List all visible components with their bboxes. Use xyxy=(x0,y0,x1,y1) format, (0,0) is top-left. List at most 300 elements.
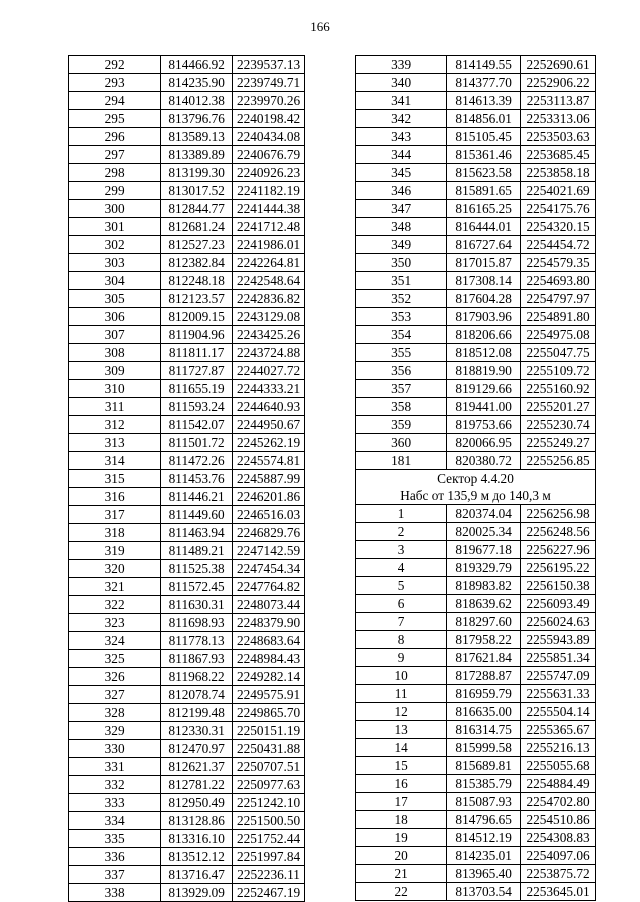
table-row xyxy=(69,56,305,74)
point-number: 297 xyxy=(69,146,161,164)
table-row xyxy=(69,110,305,128)
y-coordinate: 2246201.86 xyxy=(233,488,305,506)
point-number: 336 xyxy=(69,848,161,866)
x-coordinate: 816635.00 xyxy=(447,703,521,721)
table-row xyxy=(356,847,596,865)
y-coordinate: 2247454.34 xyxy=(233,560,305,578)
x-coordinate: 819677.18 xyxy=(447,541,521,559)
table-row xyxy=(69,146,305,164)
x-coordinate: 813965.40 xyxy=(447,865,521,883)
point-number: 320 xyxy=(69,560,161,578)
x-coordinate: 817308.14 xyxy=(447,272,521,290)
x-coordinate: 811630.31 xyxy=(161,596,233,614)
table-row xyxy=(356,200,596,218)
table-row xyxy=(69,254,305,272)
table-row xyxy=(356,811,596,829)
x-coordinate: 817621.84 xyxy=(447,649,521,667)
y-coordinate: 2243724.88 xyxy=(233,344,305,362)
table-row xyxy=(356,434,596,452)
x-coordinate: 815891.65 xyxy=(447,182,521,200)
table-row xyxy=(356,110,596,128)
x-coordinate: 811867.93 xyxy=(161,650,233,668)
point-number: 349 xyxy=(356,236,447,254)
table-row xyxy=(356,218,596,236)
x-coordinate: 815385.79 xyxy=(447,775,521,793)
y-coordinate: 2254021.69 xyxy=(521,182,596,200)
table-row xyxy=(356,757,596,775)
point-number: 6 xyxy=(356,595,447,613)
table-row xyxy=(69,668,305,686)
table-row xyxy=(356,164,596,182)
x-coordinate: 812078.74 xyxy=(161,686,233,704)
x-coordinate: 814235.90 xyxy=(161,74,233,92)
y-coordinate: 2241986.01 xyxy=(233,236,305,254)
point-number: 357 xyxy=(356,380,447,398)
point-number: 1 xyxy=(356,505,447,523)
point-number: 353 xyxy=(356,308,447,326)
table-row xyxy=(69,686,305,704)
y-coordinate: 2245574.81 xyxy=(233,452,305,470)
point-number: 344 xyxy=(356,146,447,164)
sector-title: Сектор 4.4.20 xyxy=(356,470,596,488)
point-number: 321 xyxy=(69,578,161,596)
x-coordinate: 818206.66 xyxy=(447,326,521,344)
point-number: 356 xyxy=(356,362,447,380)
x-coordinate: 813128.86 xyxy=(161,812,233,830)
y-coordinate: 2241182.19 xyxy=(233,182,305,200)
point-number: 326 xyxy=(69,668,161,686)
x-coordinate: 817604.28 xyxy=(447,290,521,308)
table-row xyxy=(356,362,596,380)
point-number: 342 xyxy=(356,110,447,128)
table-row xyxy=(69,470,305,488)
y-coordinate: 2249575.91 xyxy=(233,686,305,704)
table-row xyxy=(356,703,596,721)
table-row xyxy=(356,146,596,164)
x-coordinate: 816314.75 xyxy=(447,721,521,739)
point-number: 19 xyxy=(356,829,447,847)
table-row xyxy=(69,362,305,380)
y-coordinate: 2256256.98 xyxy=(521,505,596,523)
point-number: 20 xyxy=(356,847,447,865)
y-coordinate: 2246516.03 xyxy=(233,506,305,524)
table-row xyxy=(356,254,596,272)
y-coordinate: 2248683.64 xyxy=(233,632,305,650)
point-number: 317 xyxy=(69,506,161,524)
y-coordinate: 2254702.80 xyxy=(521,793,596,811)
y-coordinate: 2255747.09 xyxy=(521,667,596,685)
point-number: 350 xyxy=(356,254,447,272)
table-row xyxy=(69,524,305,542)
x-coordinate: 818983.82 xyxy=(447,577,521,595)
x-coordinate: 818512.08 xyxy=(447,344,521,362)
point-number: 294 xyxy=(69,92,161,110)
point-number: 304 xyxy=(69,272,161,290)
x-coordinate: 814149.55 xyxy=(447,56,521,74)
point-number: 354 xyxy=(356,326,447,344)
y-coordinate: 2256093.49 xyxy=(521,595,596,613)
y-coordinate: 2239970.26 xyxy=(233,92,305,110)
x-coordinate: 813589.13 xyxy=(161,128,233,146)
x-coordinate: 811904.96 xyxy=(161,326,233,344)
point-number: 12 xyxy=(356,703,447,721)
y-coordinate: 2244950.67 xyxy=(233,416,305,434)
x-coordinate: 813199.30 xyxy=(161,164,233,182)
x-coordinate: 818639.62 xyxy=(447,595,521,613)
y-coordinate: 2255504.14 xyxy=(521,703,596,721)
y-coordinate: 2255160.92 xyxy=(521,380,596,398)
table-row xyxy=(356,505,596,523)
x-coordinate: 813716.47 xyxy=(161,866,233,884)
x-coordinate: 819329.79 xyxy=(447,559,521,577)
table-row xyxy=(356,667,596,685)
y-coordinate: 2245262.19 xyxy=(233,434,305,452)
y-coordinate: 2254510.86 xyxy=(521,811,596,829)
y-coordinate: 2255230.74 xyxy=(521,416,596,434)
y-coordinate: 2255109.72 xyxy=(521,362,596,380)
point-number: 309 xyxy=(69,362,161,380)
x-coordinate: 813929.09 xyxy=(161,884,233,902)
table-row xyxy=(69,560,305,578)
table-row xyxy=(69,506,305,524)
point-number: 10 xyxy=(356,667,447,685)
coordinates-table-right xyxy=(355,55,596,901)
table-row xyxy=(69,542,305,560)
y-coordinate: 2255365.67 xyxy=(521,721,596,739)
y-coordinate: 2250707.51 xyxy=(233,758,305,776)
y-coordinate: 2253875.72 xyxy=(521,865,596,883)
point-number: 322 xyxy=(69,596,161,614)
table-row xyxy=(356,649,596,667)
table-row xyxy=(356,829,596,847)
point-number: 305 xyxy=(69,290,161,308)
table-row xyxy=(356,883,596,901)
table-row xyxy=(69,794,305,812)
x-coordinate: 815361.46 xyxy=(447,146,521,164)
page-number: 166 xyxy=(310,19,330,34)
y-coordinate: 2256024.63 xyxy=(521,613,596,631)
x-coordinate: 817288.87 xyxy=(447,667,521,685)
table-row xyxy=(356,398,596,416)
y-coordinate: 2255256.85 xyxy=(521,452,596,470)
y-coordinate: 2240676.79 xyxy=(233,146,305,164)
y-coordinate: 2247142.59 xyxy=(233,542,305,560)
y-coordinate: 2255047.75 xyxy=(521,344,596,362)
table-row xyxy=(69,632,305,650)
y-coordinate: 2248073.44 xyxy=(233,596,305,614)
x-coordinate: 811542.07 xyxy=(161,416,233,434)
table-row xyxy=(69,326,305,344)
point-number: 303 xyxy=(69,254,161,272)
y-coordinate: 2254884.49 xyxy=(521,775,596,793)
table-row xyxy=(356,92,596,110)
table-row xyxy=(69,236,305,254)
table-row xyxy=(69,416,305,434)
table-row xyxy=(356,541,596,559)
point-number: 181 xyxy=(356,452,447,470)
point-number: 301 xyxy=(69,218,161,236)
table-row xyxy=(356,326,596,344)
x-coordinate: 811449.60 xyxy=(161,506,233,524)
point-number: 13 xyxy=(356,721,447,739)
y-coordinate: 2253645.01 xyxy=(521,883,596,901)
point-number: 339 xyxy=(356,56,447,74)
y-coordinate: 2252236.11 xyxy=(233,866,305,884)
table-row xyxy=(69,182,305,200)
table-row xyxy=(69,848,305,866)
point-number: 345 xyxy=(356,164,447,182)
y-coordinate: 2253503.63 xyxy=(521,128,596,146)
x-coordinate: 815689.81 xyxy=(447,757,521,775)
point-number: 306 xyxy=(69,308,161,326)
x-coordinate: 812681.24 xyxy=(161,218,233,236)
y-coordinate: 2254797.97 xyxy=(521,290,596,308)
table-row xyxy=(356,721,596,739)
table-row xyxy=(69,704,305,722)
x-coordinate: 811501.72 xyxy=(161,434,233,452)
table-row xyxy=(356,344,596,362)
x-coordinate: 812950.49 xyxy=(161,794,233,812)
x-coordinate: 820380.72 xyxy=(447,452,521,470)
y-coordinate: 2243129.08 xyxy=(233,308,305,326)
y-coordinate: 2244333.21 xyxy=(233,380,305,398)
table-row xyxy=(69,578,305,596)
point-number: 21 xyxy=(356,865,447,883)
point-number: 302 xyxy=(69,236,161,254)
table-row xyxy=(69,344,305,362)
x-coordinate: 813389.89 xyxy=(161,146,233,164)
x-coordinate: 815105.45 xyxy=(447,128,521,146)
y-coordinate: 2244027.72 xyxy=(233,362,305,380)
point-number: 310 xyxy=(69,380,161,398)
x-coordinate: 812009.15 xyxy=(161,308,233,326)
table-row xyxy=(356,74,596,92)
table-row xyxy=(356,128,596,146)
point-number: 11 xyxy=(356,685,447,703)
x-coordinate: 813316.10 xyxy=(161,830,233,848)
x-coordinate: 817958.22 xyxy=(447,631,521,649)
x-coordinate: 814235.01 xyxy=(447,847,521,865)
point-number: 3 xyxy=(356,541,447,559)
point-number: 22 xyxy=(356,883,447,901)
x-coordinate: 820066.95 xyxy=(447,434,521,452)
x-coordinate: 811489.21 xyxy=(161,542,233,560)
point-number: 323 xyxy=(69,614,161,632)
x-coordinate: 811572.45 xyxy=(161,578,233,596)
point-number: 338 xyxy=(69,884,161,902)
y-coordinate: 2240434.08 xyxy=(233,128,305,146)
point-number: 17 xyxy=(356,793,447,811)
x-coordinate: 813017.52 xyxy=(161,182,233,200)
y-coordinate: 2249282.14 xyxy=(233,668,305,686)
x-coordinate: 814466.92 xyxy=(161,56,233,74)
table-row xyxy=(69,74,305,92)
table-row xyxy=(356,865,596,883)
table-row xyxy=(69,290,305,308)
point-number: 315 xyxy=(69,470,161,488)
point-number: 18 xyxy=(356,811,447,829)
y-coordinate: 2244640.93 xyxy=(233,398,305,416)
y-coordinate: 2251242.10 xyxy=(233,794,305,812)
x-coordinate: 816727.64 xyxy=(447,236,521,254)
y-coordinate: 2256195.22 xyxy=(521,559,596,577)
y-coordinate: 2252467.19 xyxy=(233,884,305,902)
y-coordinate: 2245887.99 xyxy=(233,470,305,488)
sector-title-row xyxy=(356,470,596,488)
y-coordinate: 2250431.88 xyxy=(233,740,305,758)
point-number: 346 xyxy=(356,182,447,200)
x-coordinate: 811655.19 xyxy=(161,380,233,398)
point-number: 324 xyxy=(69,632,161,650)
y-coordinate: 2250977.63 xyxy=(233,776,305,794)
point-number: 330 xyxy=(69,740,161,758)
point-number: 7 xyxy=(356,613,447,631)
x-coordinate: 814856.01 xyxy=(447,110,521,128)
point-number: 9 xyxy=(356,649,447,667)
y-coordinate: 2239537.13 xyxy=(233,56,305,74)
table-row xyxy=(356,631,596,649)
x-coordinate: 812527.23 xyxy=(161,236,233,254)
x-coordinate: 812123.57 xyxy=(161,290,233,308)
sector-subtitle: Набс от 135,9 м до 140,3 м xyxy=(356,487,596,505)
point-number: 308 xyxy=(69,344,161,362)
x-coordinate: 811525.38 xyxy=(161,560,233,578)
table-row xyxy=(69,164,305,182)
table-row xyxy=(69,758,305,776)
x-coordinate: 817015.87 xyxy=(447,254,521,272)
table-row xyxy=(69,830,305,848)
table-row xyxy=(356,613,596,631)
y-coordinate: 2246829.76 xyxy=(233,524,305,542)
table-row xyxy=(356,56,596,74)
x-coordinate: 815999.58 xyxy=(447,739,521,757)
point-number: 307 xyxy=(69,326,161,344)
point-number: 2 xyxy=(356,523,447,541)
point-number: 14 xyxy=(356,739,447,757)
x-coordinate: 815087.93 xyxy=(447,793,521,811)
y-coordinate: 2254308.83 xyxy=(521,829,596,847)
table-row xyxy=(69,272,305,290)
table-row xyxy=(69,380,305,398)
point-number: 337 xyxy=(69,866,161,884)
table-row xyxy=(356,595,596,613)
point-number: 293 xyxy=(69,74,161,92)
point-number: 351 xyxy=(356,272,447,290)
y-coordinate: 2255943.89 xyxy=(521,631,596,649)
x-coordinate: 819129.66 xyxy=(447,380,521,398)
table-row xyxy=(356,685,596,703)
point-number: 4 xyxy=(356,559,447,577)
point-number: 15 xyxy=(356,757,447,775)
y-coordinate: 2253313.06 xyxy=(521,110,596,128)
y-coordinate: 2255201.27 xyxy=(521,398,596,416)
y-coordinate: 2249865.70 xyxy=(233,704,305,722)
point-number: 299 xyxy=(69,182,161,200)
x-coordinate: 813703.54 xyxy=(447,883,521,901)
y-coordinate: 2242264.81 xyxy=(233,254,305,272)
x-coordinate: 814512.19 xyxy=(447,829,521,847)
point-number: 333 xyxy=(69,794,161,812)
y-coordinate: 2251997.84 xyxy=(233,848,305,866)
point-number: 5 xyxy=(356,577,447,595)
x-coordinate: 816959.79 xyxy=(447,685,521,703)
point-number: 352 xyxy=(356,290,447,308)
y-coordinate: 2252690.61 xyxy=(521,56,596,74)
point-number: 334 xyxy=(69,812,161,830)
x-coordinate: 811472.26 xyxy=(161,452,233,470)
table-row xyxy=(69,722,305,740)
point-number: 8 xyxy=(356,631,447,649)
point-number: 16 xyxy=(356,775,447,793)
y-coordinate: 2240926.23 xyxy=(233,164,305,182)
y-coordinate: 2255055.68 xyxy=(521,757,596,775)
x-coordinate: 816444.01 xyxy=(447,218,521,236)
point-number: 318 xyxy=(69,524,161,542)
table-row xyxy=(356,577,596,595)
point-number: 359 xyxy=(356,416,447,434)
table-row xyxy=(69,866,305,884)
point-number: 300 xyxy=(69,200,161,218)
x-coordinate: 811453.76 xyxy=(161,470,233,488)
table-row xyxy=(69,92,305,110)
y-coordinate: 2248984.43 xyxy=(233,650,305,668)
table-row xyxy=(69,452,305,470)
x-coordinate: 811698.93 xyxy=(161,614,233,632)
y-coordinate: 2251752.44 xyxy=(233,830,305,848)
x-coordinate: 813512.12 xyxy=(161,848,233,866)
y-coordinate: 2251500.50 xyxy=(233,812,305,830)
y-coordinate: 2253858.18 xyxy=(521,164,596,182)
point-number: 312 xyxy=(69,416,161,434)
y-coordinate: 2253113.87 xyxy=(521,92,596,110)
x-coordinate: 812781.22 xyxy=(161,776,233,794)
point-number: 348 xyxy=(356,218,447,236)
y-coordinate: 2250151.19 xyxy=(233,722,305,740)
x-coordinate: 814012.38 xyxy=(161,92,233,110)
table-row xyxy=(69,308,305,326)
x-coordinate: 813796.76 xyxy=(161,110,233,128)
table-row xyxy=(356,308,596,326)
table-row xyxy=(356,739,596,757)
table-row xyxy=(356,793,596,811)
table-row xyxy=(69,650,305,668)
table-row xyxy=(69,398,305,416)
y-coordinate: 2254975.08 xyxy=(521,326,596,344)
point-number: 332 xyxy=(69,776,161,794)
y-coordinate: 2255631.33 xyxy=(521,685,596,703)
x-coordinate: 812621.37 xyxy=(161,758,233,776)
x-coordinate: 817903.96 xyxy=(447,308,521,326)
point-number: 343 xyxy=(356,128,447,146)
table-row xyxy=(356,559,596,577)
table-row xyxy=(356,272,596,290)
y-coordinate: 2255216.13 xyxy=(521,739,596,757)
x-coordinate: 811968.22 xyxy=(161,668,233,686)
table-row xyxy=(356,236,596,254)
point-number: 340 xyxy=(356,74,447,92)
y-coordinate: 2254454.72 xyxy=(521,236,596,254)
point-number: 296 xyxy=(69,128,161,146)
table-row xyxy=(356,290,596,308)
x-coordinate: 811727.87 xyxy=(161,362,233,380)
x-coordinate: 819441.00 xyxy=(447,398,521,416)
y-coordinate: 2240198.42 xyxy=(233,110,305,128)
x-coordinate: 815623.58 xyxy=(447,164,521,182)
y-coordinate: 2256227.96 xyxy=(521,541,596,559)
point-number: 325 xyxy=(69,650,161,668)
x-coordinate: 812199.48 xyxy=(161,704,233,722)
x-coordinate: 811446.21 xyxy=(161,488,233,506)
